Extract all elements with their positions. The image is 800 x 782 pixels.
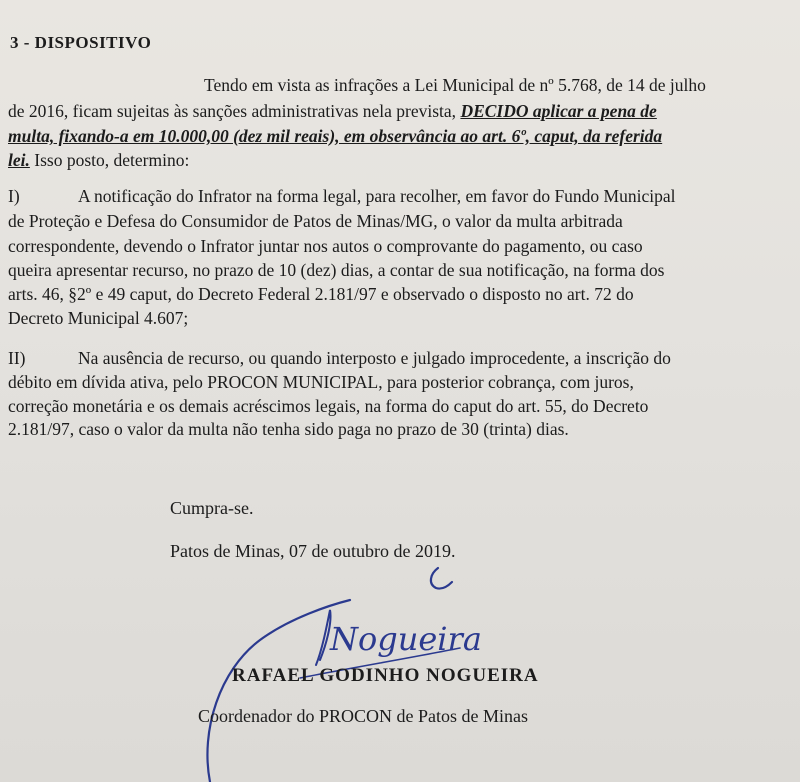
item-1-line-2 bbox=[8, 211, 790, 232]
law-ref-text: lei. bbox=[8, 150, 30, 170]
intro-text-1: Tendo em vista as infrações a Lei Municipal de nº 5.768, de 14 de julho bbox=[204, 75, 706, 95]
item-2-text-3: correção monetária e os demais acréscimos legais, na forma do caput do art. 55, do Decreto bbox=[8, 396, 649, 416]
intro-line-4 bbox=[8, 150, 790, 171]
item-2-line-1 bbox=[8, 348, 790, 369]
item-1-line-6 bbox=[8, 308, 790, 329]
item-1-text-2: de Proteção e Defesa do Consumidor de Patos de Minas/MG, o valor da multa arbitrada bbox=[8, 211, 623, 231]
item-1-line-5 bbox=[8, 284, 790, 305]
item-2-label: II) bbox=[8, 348, 26, 368]
intro-line-3 bbox=[8, 126, 790, 147]
item-1-label: I) bbox=[8, 186, 20, 206]
signatory-name: RAFAEL GODINHO NOGUEIRA bbox=[232, 665, 539, 686]
signatory-role: Coordenador do PROCON de Patos de Minas bbox=[198, 706, 528, 726]
intro-line-2 bbox=[8, 101, 790, 122]
item-1-text-5: arts. 46, §2º e 49 caput, do Decreto Federal 2.181/97 e observado o disposto no art. 72 do bbox=[8, 284, 634, 304]
section-heading: 3 - DISPOSITIVO bbox=[10, 33, 152, 52]
item-1-text-6: Decreto Municipal 4.607; bbox=[8, 308, 189, 328]
item-1-line-1 bbox=[8, 186, 790, 207]
item-2-line-4 bbox=[8, 419, 790, 440]
intro-text-2: de 2016, ficam sujeitas às sanções administrativas nela prevista, bbox=[8, 101, 461, 121]
item-1-line-4 bbox=[8, 260, 790, 281]
decision-text: DECIDO aplicar a pena de bbox=[460, 101, 657, 121]
item-2-line-2 bbox=[8, 372, 790, 393]
item-1-text-4: queira apresentar recurso, no prazo de 10 (dez) dias, a contar de sua notificação, na forma dos bbox=[8, 260, 665, 280]
item-1-line-3 bbox=[8, 236, 790, 257]
item-1-text-3: correspondente, devendo o Infrator juntar nos autos o comprovante do pagamento, ou caso bbox=[8, 236, 643, 256]
determine-text: Isso posto, determino: bbox=[29, 150, 190, 170]
item-2-text-1: Na ausência de recurso, ou quando interposto e julgado improcedente, a inscrição do bbox=[78, 348, 671, 368]
item-2-text-4: 2.181/97, caso o valor da multa não tenha sido paga no prazo de 30 (trinta) dias. bbox=[8, 419, 569, 439]
signature-script: Nogueira bbox=[330, 620, 482, 658]
penalty-text: multa, fixando-a em 10.000,00 (dez mil reais), em observância ao art. 6º, caput, da referida bbox=[8, 126, 663, 146]
item-2-line-3 bbox=[8, 396, 790, 417]
item-1-text-1: A notificação do Infrator na forma legal, para recolher, em favor do Fundo Municipal bbox=[78, 186, 676, 206]
place-date-text: Patos de Minas, 07 de outubro de 2019. bbox=[170, 541, 456, 561]
closing-text: Cumpra-se. bbox=[170, 498, 254, 518]
item-2-text-2: débito em dívida ativa, pelo PROCON MUNICIPAL, para posterior cobrança, com juros, bbox=[8, 372, 634, 392]
intro-line-1 bbox=[8, 75, 790, 96]
